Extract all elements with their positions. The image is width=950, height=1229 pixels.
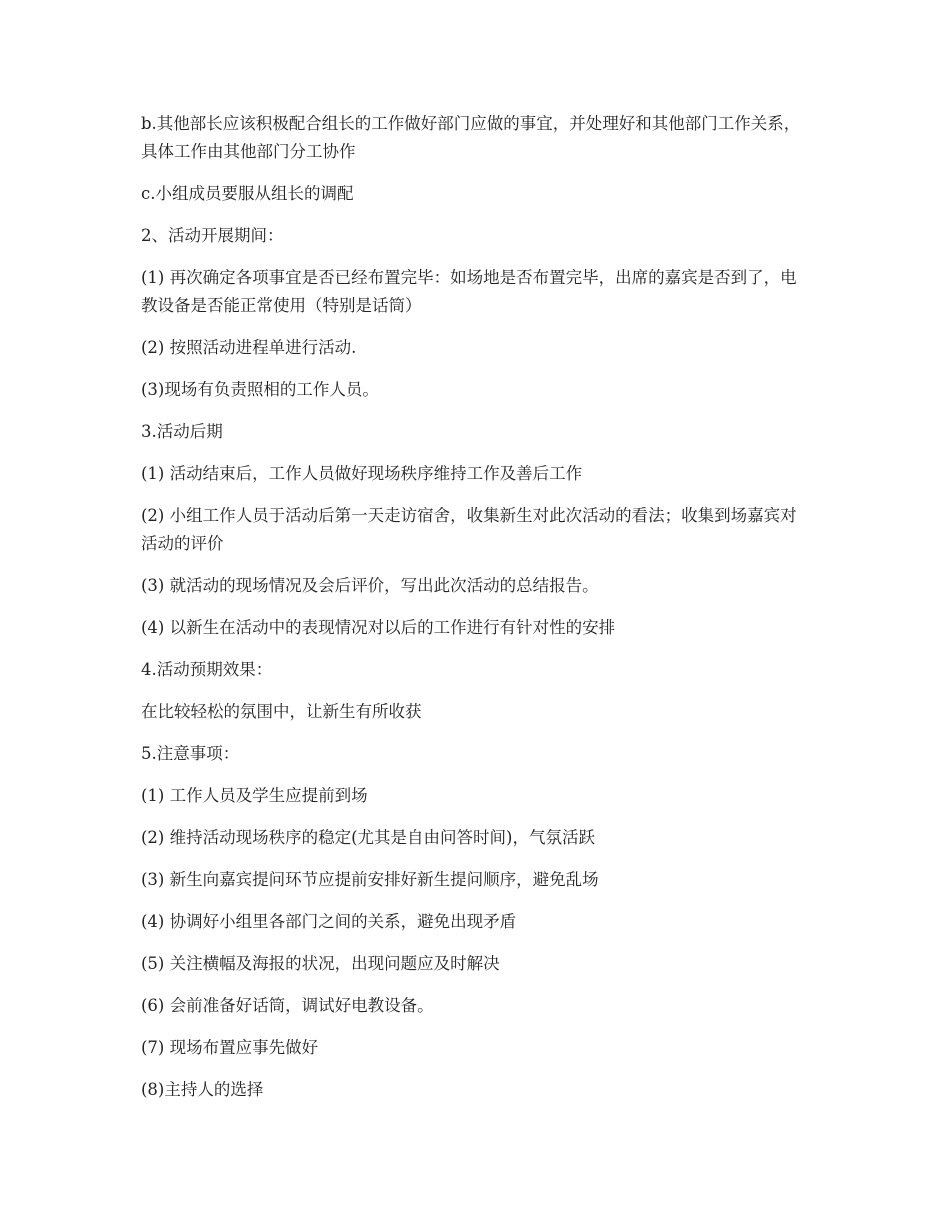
paragraph-after-3: (3) 就活动的现场情况及会后评价，写出此次活动的总结报告。 <box>141 576 599 595</box>
paragraph-during-2: (2) 按照活动进程单进行活动. <box>141 338 357 357</box>
paragraph-note-5: (5) 关注横幅及海报的状况，出现问题应及时解决 <box>141 954 500 973</box>
paragraph-note-7: (7) 现场布置应事先做好 <box>141 1038 319 1057</box>
heading-after-activity: 3.活动后期 <box>141 422 223 441</box>
paragraph-after-4: (4) 以新生在活动中的表现情况对以后的工作进行有针对性的安排 <box>141 618 616 637</box>
paragraph-c-group-members: c.小组成员要服从组长的调配 <box>141 184 354 203</box>
heading-expected-effect: 4.活动预期效果： <box>141 660 273 679</box>
paragraph-during-3: (3)现场有负责照相的工作人员。 <box>141 380 379 399</box>
paragraph-b-other-ministers: b.其他部长应该积极配合组长的工作做好部门应做的事宜，并处理好和其他部门工作关系，具体工作由其他部门分工协作 <box>141 114 801 161</box>
paragraph-after-2: (2) 小组工作人员于活动后第一天走访宿舍，收集新生对此次活动的看法；收集到场嘉宾对活动的评价 <box>141 506 797 553</box>
paragraph-expected-effect: 在比较轻松的氛围中，让新生有所收获 <box>141 702 422 721</box>
heading-notes: 5.注意事项： <box>141 744 240 763</box>
paragraph-note-6: (6) 会前准备好话筒，调试好电教设备。 <box>141 996 434 1015</box>
paragraph-after-1: (1) 活动结束后，工作人员做好现场秩序维持工作及善后工作 <box>141 464 583 483</box>
paragraph-during-1: (1) 再次确定各项事宜是否已经布置完毕：如场地是否布置完毕，出席的嘉宾是否到了，电教设备是否能正常使用（特别是话筒） <box>141 268 797 315</box>
paragraph-note-2: (2) 维持活动现场秩序的稳定(尤其是自由问答时间)，气氛活跃 <box>141 828 595 847</box>
paragraph-note-8: (8)主持人的选择 <box>141 1080 264 1099</box>
paragraph-note-1: (1) 工作人员及学生应提前到场 <box>141 786 368 805</box>
paragraph-note-3: (3) 新生向嘉宾提问环节应提前安排好新生提问顺序，避免乱场 <box>141 870 599 889</box>
paragraph-note-4: (4) 协调好小组里各部门之间的关系，避免出现矛盾 <box>141 912 517 931</box>
heading-during-activity: 2、活动开展期间： <box>141 226 284 245</box>
